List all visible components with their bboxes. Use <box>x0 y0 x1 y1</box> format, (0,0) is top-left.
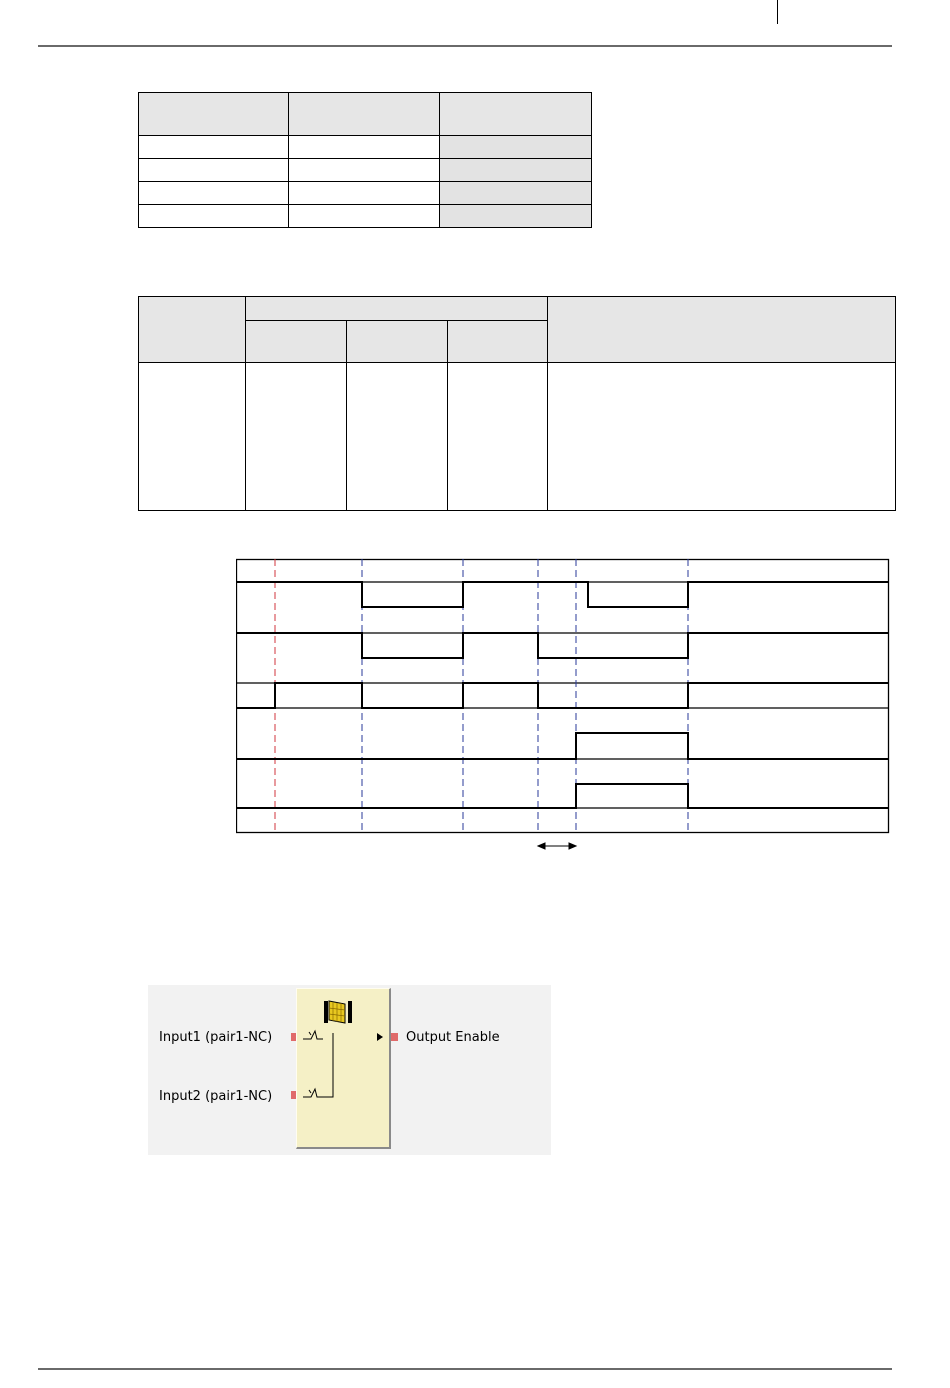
wiring-lines <box>323 1033 333 1097</box>
nc-contact-icon <box>303 1031 323 1039</box>
signal-traces <box>236 582 889 808</box>
table-cell <box>289 159 440 182</box>
table-cell <box>440 159 592 182</box>
table-header-row <box>139 93 592 136</box>
function-block[interactable] <box>296 988 391 1149</box>
function-block-screenshot <box>148 985 551 1155</box>
table-cell <box>246 363 347 511</box>
input2-label: Input2 (pair1-NC) <box>159 1089 273 1104</box>
table-cell <box>347 363 448 511</box>
timing-diagram <box>236 556 890 856</box>
trace-error-2 <box>236 784 889 808</box>
table-header-cell <box>440 93 592 136</box>
table-cell <box>440 182 592 205</box>
table-cell <box>139 182 289 205</box>
table-cell <box>548 363 896 511</box>
table-cell <box>139 363 246 511</box>
trace-output-enable <box>236 683 889 708</box>
table-header-cell <box>548 297 896 363</box>
light-curtain-icon <box>324 1001 352 1023</box>
table-cell <box>139 205 289 228</box>
table-cell <box>440 205 592 228</box>
output-enable-pin[interactable] <box>390 1033 398 1041</box>
summary-table <box>138 92 592 228</box>
table-cell <box>448 363 548 511</box>
timing-frame <box>237 560 889 833</box>
trace-error-1 <box>236 733 889 759</box>
header-tick <box>777 0 778 24</box>
table-header-cell <box>139 297 246 363</box>
time-markers <box>275 559 688 832</box>
table-row <box>139 363 896 511</box>
header-rule <box>38 45 892 47</box>
output-arrow-icon <box>377 1033 383 1041</box>
table-cell <box>289 205 440 228</box>
table-row <box>139 136 592 159</box>
footer-rule <box>38 1368 892 1370</box>
table-header-row <box>139 297 896 321</box>
table-row <box>139 182 592 205</box>
table-header-cell <box>448 321 548 363</box>
table-header-cell <box>246 321 347 363</box>
table-cell <box>139 159 289 182</box>
table-header-cell <box>347 321 448 363</box>
table-header-cell <box>289 93 440 136</box>
table-cell <box>139 136 289 159</box>
table-row <box>139 205 592 228</box>
table-cell <box>289 182 440 205</box>
double-arrow-icon <box>538 843 576 849</box>
timing-grid <box>236 560 889 833</box>
function-block-graphics <box>297 989 389 1147</box>
input1-label: Input1 (pair1-NC) <box>159 1030 273 1045</box>
table-row <box>139 159 592 182</box>
output-enable-label: Output Enable <box>406 1030 500 1045</box>
table-header-cell <box>139 93 289 136</box>
nc-contact-icon <box>303 1089 323 1097</box>
table-header-group-cell <box>246 297 548 321</box>
detail-table <box>138 296 896 511</box>
trace-input2 <box>236 633 889 658</box>
table-cell <box>289 136 440 159</box>
table-cell <box>440 136 592 159</box>
trace-input1 <box>236 582 889 607</box>
